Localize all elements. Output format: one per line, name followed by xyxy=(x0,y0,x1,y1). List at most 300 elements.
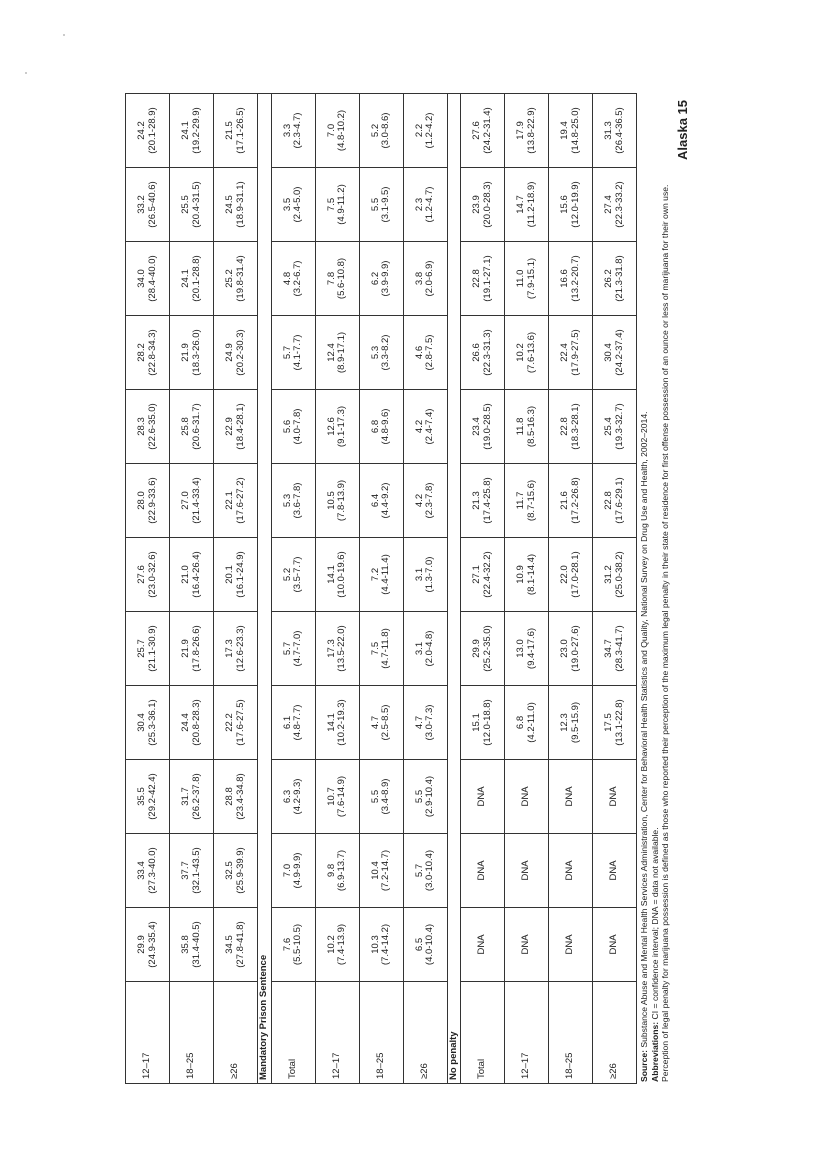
cell-confidence-interval: (2.3-4.7) xyxy=(292,112,304,149)
cell-confidence-interval: (4.0-7.8) xyxy=(292,408,304,445)
cell-estimate: 6.2 xyxy=(369,271,381,286)
cell-estimate: 10.7 xyxy=(325,787,337,806)
cell-confidence-interval: (17.9-27.5) xyxy=(569,329,581,376)
cell-estimate: 24.4 xyxy=(179,713,191,732)
footnotes xyxy=(639,94,670,1084)
cell-confidence-interval: (2.8-7.5) xyxy=(424,334,436,371)
cell-confidence-interval: (4.8-10.2) xyxy=(336,109,348,152)
cell-confidence-interval: (16.4-26.4) xyxy=(190,551,202,598)
cell-estimate: 12.6 xyxy=(325,417,337,436)
cell-estimate: 17.5 xyxy=(603,713,615,732)
cell-confidence-interval: (6.9-13.7) xyxy=(336,849,348,892)
source-note: Source: Substance Abuse and Mental Health Services Administration, Center for Behavioral Health Statistics and Quality, National Survey on Drug Use and Health, 2002–2014. xyxy=(639,411,650,1082)
cell-estimate: 28.3 xyxy=(135,417,147,436)
table-cell xyxy=(403,168,447,242)
cell-estimate: 27.6 xyxy=(471,121,483,140)
table-cell xyxy=(315,908,359,982)
cell-estimate: 3.8 xyxy=(413,271,425,286)
cell-confidence-interval: (28.4-40.0) xyxy=(146,255,158,302)
cell-estimate: 3.3 xyxy=(281,123,293,138)
cell-confidence-interval: (27.8-41.8) xyxy=(234,921,246,968)
cell-confidence-interval: (4.2-11.0) xyxy=(525,702,537,743)
table-cell xyxy=(359,390,403,464)
table-cell xyxy=(549,612,593,686)
cell-estimate: 23.9 xyxy=(471,195,483,214)
cell-confidence-interval: (10.0-19.6) xyxy=(336,551,348,598)
cell-confidence-interval: (20.1-28.9) xyxy=(146,107,158,154)
cell-estimate: 5.3 xyxy=(281,493,293,508)
table-cell xyxy=(461,612,505,686)
table-row xyxy=(505,94,549,1084)
cell-confidence-interval: (8.7-15.6) xyxy=(525,479,537,522)
cell-confidence-interval: (28.3-41.7) xyxy=(613,625,625,672)
table-cell xyxy=(170,242,214,316)
cell-estimate: 5.2 xyxy=(369,123,381,138)
cell-confidence-interval: (5.5-10.5) xyxy=(292,923,304,966)
table-cell xyxy=(593,464,637,538)
cell-confidence-interval: (17.6-29.1) xyxy=(613,477,625,524)
table-cell xyxy=(403,390,447,464)
table-cell xyxy=(403,464,447,538)
table-cell xyxy=(505,242,549,316)
table-cell xyxy=(170,538,214,612)
table-row xyxy=(359,94,403,1084)
cell-confidence-interval: (12.0-18.8) xyxy=(481,699,493,746)
cell-confidence-interval: (11.2-18.9) xyxy=(525,181,537,228)
cell-confidence-interval: (4.9-9.9) xyxy=(292,852,304,889)
cell-estimate: 6.1 xyxy=(281,715,293,730)
cell-confidence-interval: (17.4-25.8) xyxy=(481,477,493,524)
table-cell xyxy=(214,760,258,834)
cell-confidence-interval: (17.1-26.5) xyxy=(234,107,246,154)
table-cell xyxy=(461,464,505,538)
cell-estimate: 33.4 xyxy=(135,861,147,880)
cell-confidence-interval: (19.8-31.4) xyxy=(234,255,246,302)
cell-estimate: 22.8 xyxy=(559,417,571,436)
cell-estimate: 31.3 xyxy=(603,121,615,140)
cell-confidence-interval: (4.4-11.4) xyxy=(380,554,392,595)
cell-estimate: 6.4 xyxy=(369,493,381,508)
table-cell xyxy=(214,834,258,908)
cell-estimate: 21.3 xyxy=(471,491,483,510)
table-cell xyxy=(549,316,593,390)
table-cell xyxy=(126,94,170,168)
section-header-row xyxy=(258,94,272,1084)
cell-confidence-interval: (8.1-14.4) xyxy=(525,553,537,596)
cell-estimate: 7.5 xyxy=(369,641,381,656)
cell-estimate: 6.8 xyxy=(515,715,527,730)
cell-confidence-interval: (24.2-31.4) xyxy=(481,107,493,154)
cell-confidence-interval: (4.0-10.4) xyxy=(424,923,436,966)
table-cell xyxy=(170,686,214,760)
cell-estimate: 17.3 xyxy=(325,639,337,658)
cell-estimate: 12.3 xyxy=(559,713,571,732)
cell-estimate: 17.3 xyxy=(223,639,235,658)
scan-speck xyxy=(63,34,65,36)
cell-confidence-interval: (18.3-26.0) xyxy=(190,329,202,376)
cell-confidence-interval: (22.3-31.3) xyxy=(481,329,493,376)
cell-estimate: 31.2 xyxy=(603,565,615,584)
cell-confidence-interval: (18.9-31.1) xyxy=(234,181,246,228)
cell-estimate: 3.1 xyxy=(413,567,425,582)
cell-estimate: 22.2 xyxy=(223,713,235,732)
cell-confidence-interval: (24.2-37.4) xyxy=(613,329,625,376)
table-cell xyxy=(126,464,170,538)
table-cell xyxy=(271,390,315,464)
cell-estimate: 29.9 xyxy=(135,935,147,954)
row-label: 12–17 xyxy=(126,982,170,1084)
cell-confidence-interval: (23.0-32.6) xyxy=(146,551,158,598)
cell-confidence-interval: (3.2-6.7) xyxy=(292,260,304,297)
cell-estimate: 10.5 xyxy=(325,491,337,510)
cell-estimate: DNA xyxy=(520,934,532,955)
cell-estimate: 6.8 xyxy=(369,419,381,434)
table-cell xyxy=(126,686,170,760)
table-cell xyxy=(593,834,637,908)
table-cell xyxy=(315,612,359,686)
cell-confidence-interval: (21.1-30.9) xyxy=(146,625,158,672)
table-cell xyxy=(214,242,258,316)
cell-estimate: 6.5 xyxy=(413,937,425,952)
table-cell xyxy=(403,834,447,908)
cell-confidence-interval: (4.8-9.6) xyxy=(380,408,392,445)
table-cell xyxy=(505,908,549,982)
cell-estimate: 3.1 xyxy=(413,641,425,656)
cell-confidence-interval: (21.3-31.8) xyxy=(613,255,625,302)
cell-estimate: 34.0 xyxy=(135,269,147,288)
cell-estimate: DNA xyxy=(564,934,576,955)
cell-estimate: 37.7 xyxy=(179,861,191,880)
cell-confidence-interval: (1.2-4.7) xyxy=(424,186,436,223)
table-cell xyxy=(403,908,447,982)
cell-confidence-interval: (23.4-34.8) xyxy=(234,773,246,820)
cell-estimate: 24.1 xyxy=(179,121,191,140)
cell-estimate: 22.4 xyxy=(559,343,571,362)
table-cell xyxy=(593,538,637,612)
table-row xyxy=(549,94,593,1084)
cell-estimate: 5.2 xyxy=(281,567,293,582)
table-cell xyxy=(403,538,447,612)
table-cell xyxy=(593,908,637,982)
cell-confidence-interval: (2.0-4.8) xyxy=(424,630,436,667)
table-cell xyxy=(214,464,258,538)
cell-estimate: 3.5 xyxy=(281,197,293,212)
cell-estimate: 5.5 xyxy=(369,789,381,804)
row-label: 12–17 xyxy=(505,982,549,1084)
table-cell xyxy=(593,168,637,242)
cell-confidence-interval: (29.2-42.4) xyxy=(146,773,158,820)
table-row xyxy=(214,94,258,1084)
table-cell xyxy=(359,464,403,538)
table-cell xyxy=(271,464,315,538)
cell-confidence-interval: (19.3-32.7) xyxy=(613,403,625,450)
table-cell xyxy=(315,686,359,760)
cell-confidence-interval: (17.0-28.1) xyxy=(569,551,581,598)
table-cell xyxy=(315,316,359,390)
cell-estimate: 27.4 xyxy=(603,195,615,214)
row-label: Total xyxy=(271,982,315,1084)
cell-confidence-interval: (4.7-7.0) xyxy=(292,630,304,667)
table-cell xyxy=(271,834,315,908)
table-cell xyxy=(505,612,549,686)
cell-estimate: DNA xyxy=(564,860,576,881)
table-cell xyxy=(549,242,593,316)
table-cell xyxy=(214,538,258,612)
cell-estimate: 4.7 xyxy=(369,715,381,730)
cell-estimate: 14.1 xyxy=(325,713,337,732)
table-cell xyxy=(271,686,315,760)
cell-confidence-interval: (31.4-40.5) xyxy=(190,921,202,968)
table-cell xyxy=(593,760,637,834)
cell-estimate: 5.5 xyxy=(369,197,381,212)
table-cell xyxy=(549,94,593,168)
table-cell xyxy=(126,760,170,834)
table-cell xyxy=(359,316,403,390)
cell-estimate: 4.2 xyxy=(413,493,425,508)
rotated-page-content xyxy=(125,94,670,1084)
cell-confidence-interval: (13.8-22.9) xyxy=(525,107,537,154)
cell-confidence-interval: (20.4-31.5) xyxy=(190,181,202,228)
cell-estimate: 4.6 xyxy=(413,345,425,360)
cell-estimate: DNA xyxy=(476,934,488,955)
cell-confidence-interval: (19.0-28.5) xyxy=(481,403,493,450)
cell-estimate: 7.0 xyxy=(325,123,337,138)
table-cell xyxy=(126,834,170,908)
cell-estimate: 24.5 xyxy=(223,195,235,214)
table-cell xyxy=(170,834,214,908)
cell-confidence-interval: (3.6-7.8) xyxy=(292,482,304,519)
cell-estimate: 11.7 xyxy=(515,491,527,510)
table-cell xyxy=(315,760,359,834)
table-cell xyxy=(505,538,549,612)
table-cell xyxy=(505,686,549,760)
cell-confidence-interval: (20.8-28.3) xyxy=(190,699,202,746)
cell-estimate: 11.8 xyxy=(515,417,527,436)
cell-estimate: 7.2 xyxy=(369,567,381,582)
table-cell xyxy=(214,390,258,464)
cell-confidence-interval: (22.6-35.0) xyxy=(146,403,158,450)
cell-estimate: 22.1 xyxy=(223,491,235,510)
table-cell xyxy=(461,908,505,982)
table-cell xyxy=(359,834,403,908)
cell-confidence-interval: (7.4-14.2) xyxy=(380,923,392,966)
table-cell xyxy=(170,316,214,390)
cell-confidence-interval: (7.2-14.7) xyxy=(380,849,392,892)
table-cell xyxy=(461,168,505,242)
cell-estimate: 35.8 xyxy=(179,935,191,954)
table-cell xyxy=(461,94,505,168)
cell-confidence-interval: (20.6-31.7) xyxy=(190,403,202,450)
cell-estimate: 26.2 xyxy=(603,269,615,288)
table-cell xyxy=(359,686,403,760)
row-label: Total xyxy=(461,982,505,1084)
cell-confidence-interval: (18.3-28.1) xyxy=(569,403,581,450)
cell-confidence-interval: (18.4-28.1) xyxy=(234,403,246,450)
cell-confidence-interval: (1.3-7.0) xyxy=(424,556,436,593)
cell-confidence-interval: (4.2-9.3) xyxy=(292,778,304,815)
cell-estimate: DNA xyxy=(520,860,532,881)
cell-estimate: 16.6 xyxy=(559,269,571,288)
table-cell xyxy=(505,94,549,168)
cell-confidence-interval: (3.0-8.6) xyxy=(380,112,392,149)
table-cell xyxy=(271,908,315,982)
cell-estimate: 7.5 xyxy=(325,197,337,212)
cell-estimate: 30.4 xyxy=(135,713,147,732)
cell-estimate: 35.5 xyxy=(135,787,147,806)
table-cell xyxy=(403,686,447,760)
table-cell xyxy=(170,612,214,686)
cell-estimate: 25.7 xyxy=(135,639,147,658)
row-label: ≥26 xyxy=(403,982,447,1084)
cell-estimate: 5.7 xyxy=(281,641,293,656)
cell-estimate: 30.4 xyxy=(603,343,615,362)
cell-confidence-interval: (17.8-26.6) xyxy=(190,625,202,672)
cell-confidence-interval: (3.0-7.3) xyxy=(424,704,436,741)
table-cell xyxy=(593,242,637,316)
table-cell xyxy=(315,538,359,612)
cell-confidence-interval: (25.9-39.9) xyxy=(234,847,246,894)
cell-estimate: 10.2 xyxy=(325,935,337,954)
cell-estimate: 25.4 xyxy=(603,417,615,436)
cell-confidence-interval: (9.5-15.9) xyxy=(569,701,581,744)
table-row xyxy=(403,94,447,1084)
cell-estimate: 21.9 xyxy=(179,343,191,362)
table-cell xyxy=(359,94,403,168)
cell-confidence-interval: (19.2-29.9) xyxy=(190,107,202,154)
cell-confidence-interval: (12.0-19.9) xyxy=(569,181,581,228)
cell-estimate: 12.4 xyxy=(325,343,337,362)
cell-estimate: 4.2 xyxy=(413,419,425,434)
cell-confidence-interval: (2.3-7.8) xyxy=(424,482,436,519)
cell-estimate: 32.5 xyxy=(223,861,235,880)
table-cell xyxy=(126,390,170,464)
cell-confidence-interval: (14.8-25.0) xyxy=(569,107,581,154)
cell-estimate: 27.1 xyxy=(471,565,483,584)
cell-confidence-interval: (21.4-33.4) xyxy=(190,477,202,524)
cell-confidence-interval: (13.5-22.0) xyxy=(336,625,348,672)
cell-confidence-interval: (3.1-9.5) xyxy=(380,186,392,223)
table-row xyxy=(126,94,170,1084)
table-cell xyxy=(170,390,214,464)
cell-confidence-interval: (22.3-33.2) xyxy=(613,181,625,228)
cell-confidence-interval: (3.0-10.4) xyxy=(424,849,436,892)
table-cell xyxy=(214,168,258,242)
table-cell xyxy=(505,760,549,834)
table-cell xyxy=(359,760,403,834)
section-title: No penalty xyxy=(447,94,461,1084)
table-cell xyxy=(214,316,258,390)
cell-confidence-interval: (27.3-40.0) xyxy=(146,847,158,894)
cell-confidence-interval: (22.4-32.2) xyxy=(481,551,493,598)
row-label: ≥26 xyxy=(593,982,637,1084)
cell-confidence-interval: (10.2-19.3) xyxy=(336,699,348,746)
row-label: 18–25 xyxy=(549,982,593,1084)
cell-estimate: 29.9 xyxy=(471,639,483,658)
table-cell xyxy=(315,94,359,168)
cell-estimate: 5.7 xyxy=(413,863,425,878)
cell-confidence-interval: (12.6-23.3) xyxy=(234,625,246,672)
table-cell xyxy=(593,686,637,760)
table-row xyxy=(461,94,505,1084)
cell-estimate: 10.2 xyxy=(515,343,527,362)
table-cell xyxy=(170,94,214,168)
cell-estimate: 25.8 xyxy=(179,417,191,436)
cell-confidence-interval: (22.9-33.6) xyxy=(146,477,158,524)
cell-estimate: 5.7 xyxy=(281,345,293,360)
row-label: 18–25 xyxy=(170,982,214,1084)
cell-estimate: 4.8 xyxy=(281,271,293,286)
cell-confidence-interval: (26.4-36.5) xyxy=(613,107,625,154)
table-cell xyxy=(403,760,447,834)
cell-estimate: DNA xyxy=(520,786,532,807)
cell-estimate: 24.1 xyxy=(179,269,191,288)
cell-estimate: 10.3 xyxy=(369,935,381,954)
cell-confidence-interval: (8.9-17.1) xyxy=(336,331,348,374)
cell-estimate: 23.0 xyxy=(559,639,571,658)
table-cell xyxy=(505,316,549,390)
cell-confidence-interval: (9.4-17.6) xyxy=(525,627,537,670)
table-cell xyxy=(359,538,403,612)
table-cell xyxy=(549,390,593,464)
cell-confidence-interval: (19.0-27.6) xyxy=(569,625,581,672)
cell-confidence-interval: (5.6-10.8) xyxy=(336,257,348,300)
cell-estimate: 22.9 xyxy=(223,417,235,436)
table-cell xyxy=(403,612,447,686)
cell-confidence-interval: (25.0-38.2) xyxy=(613,551,625,598)
cell-estimate: 14.1 xyxy=(325,565,337,584)
table-cell xyxy=(126,316,170,390)
cell-confidence-interval: (19.1-27.1) xyxy=(481,255,493,302)
table-cell xyxy=(593,94,637,168)
row-label: 18–25 xyxy=(359,982,403,1084)
table-cell xyxy=(315,242,359,316)
cell-estimate: 22.8 xyxy=(471,269,483,288)
table-cell xyxy=(359,908,403,982)
cell-estimate: 5.3 xyxy=(369,345,381,360)
cell-confidence-interval: (17.6-27.5) xyxy=(234,699,246,746)
cell-estimate: 24.2 xyxy=(135,121,147,140)
cell-confidence-interval: (4.4-9.2) xyxy=(380,482,392,519)
cell-estimate: 19.4 xyxy=(559,121,571,140)
table-cell xyxy=(549,168,593,242)
cell-estimate: 25.5 xyxy=(179,195,191,214)
table-cell xyxy=(170,760,214,834)
cell-confidence-interval: (13.2-20.7) xyxy=(569,255,581,302)
table-cell xyxy=(170,464,214,538)
table-cell xyxy=(271,94,315,168)
table-row xyxy=(593,94,637,1084)
cell-confidence-interval: (7.4-13.9) xyxy=(336,923,348,966)
cell-estimate: 24.9 xyxy=(223,343,235,362)
cell-estimate: 22.8 xyxy=(603,491,615,510)
cell-confidence-interval: (16.1-24.9) xyxy=(234,551,246,598)
cell-confidence-interval: (4.7-11.8) xyxy=(380,628,392,669)
cell-estimate: DNA xyxy=(608,786,620,807)
cell-confidence-interval: (17.2-26.8) xyxy=(569,477,581,524)
cell-confidence-interval: (7.6-14.9) xyxy=(336,775,348,818)
cell-estimate: 28.2 xyxy=(135,343,147,362)
cell-estimate: 15.1 xyxy=(471,713,483,732)
table-cell xyxy=(505,834,549,908)
cell-confidence-interval: (8.5-16.3) xyxy=(525,405,537,448)
cell-estimate: 25.2 xyxy=(223,269,235,288)
cell-confidence-interval: (17.6-27.2) xyxy=(234,477,246,524)
cell-estimate: 21.9 xyxy=(179,639,191,658)
table-cell xyxy=(505,390,549,464)
cell-estimate: 34.5 xyxy=(223,935,235,954)
table-cell xyxy=(461,316,505,390)
cell-confidence-interval: (32.1-43.5) xyxy=(190,847,202,894)
